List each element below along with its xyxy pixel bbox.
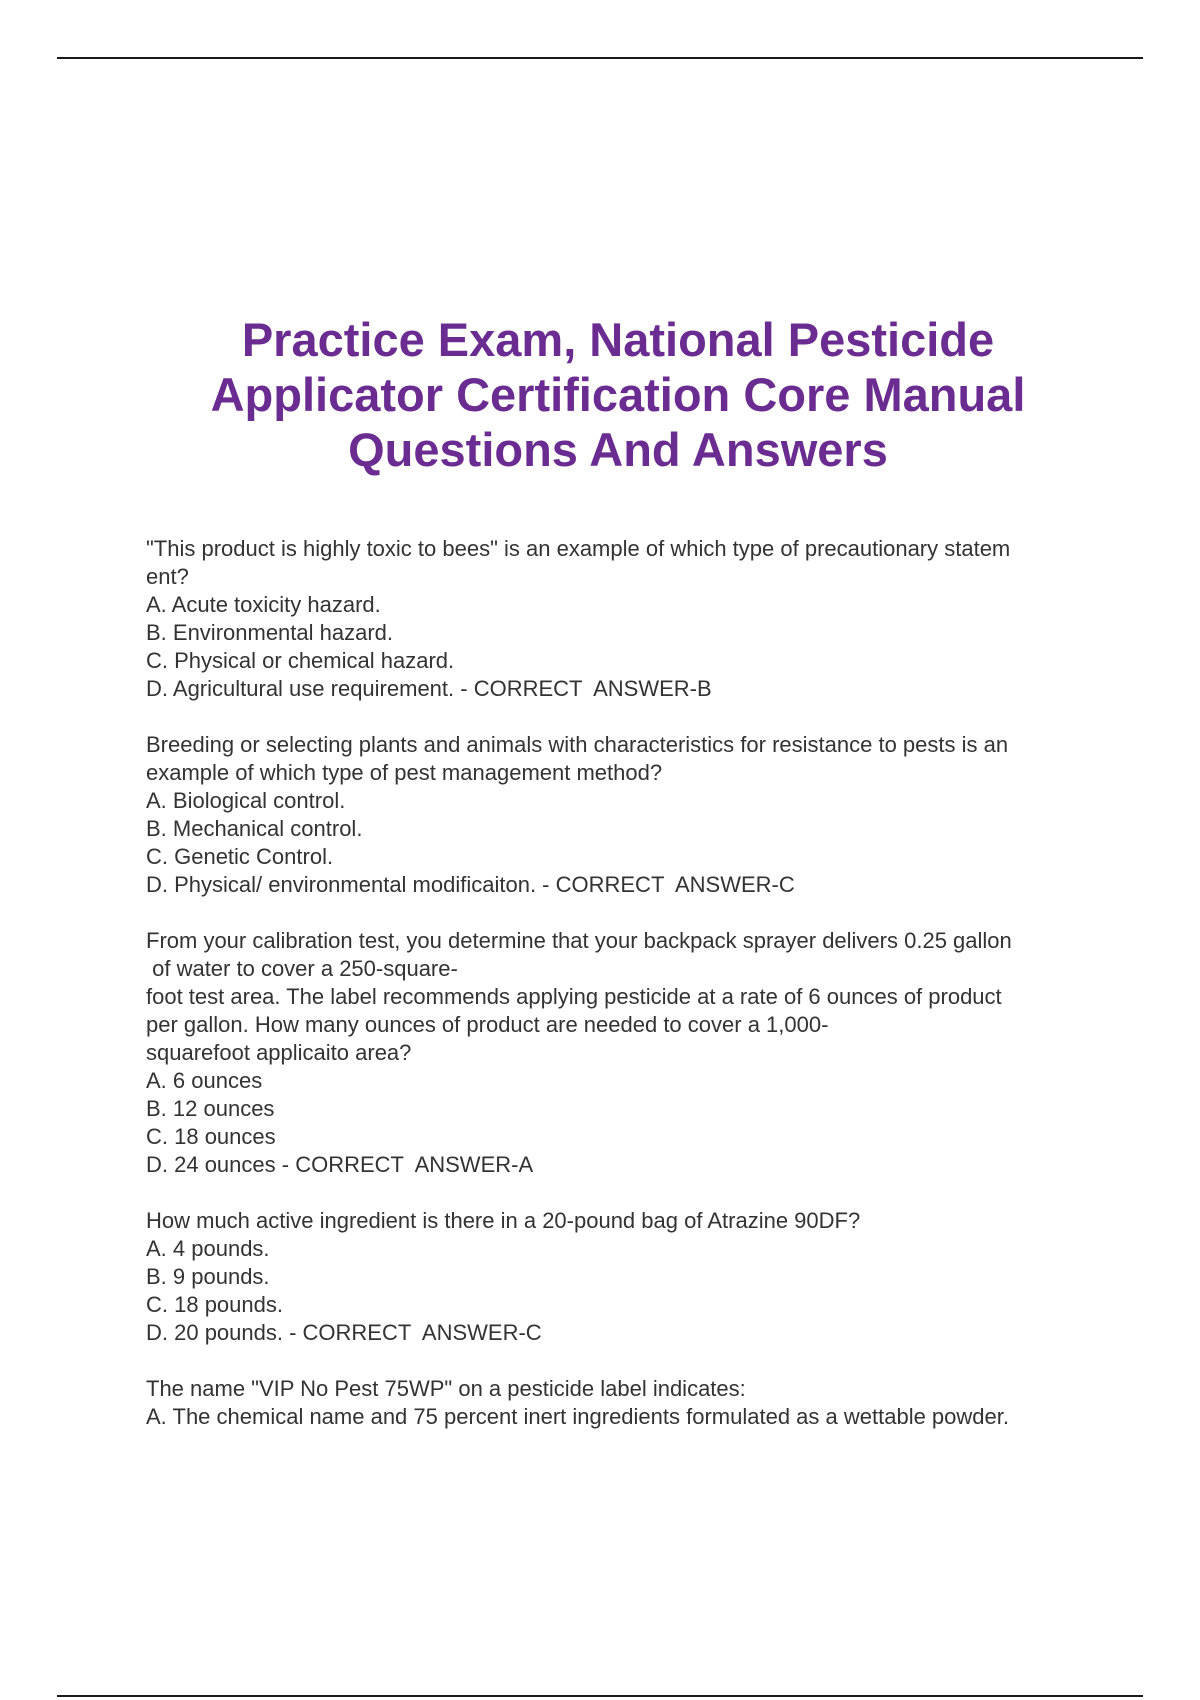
question-line: per gallon. How many ounces of product are needed to cover a 1,000- bbox=[146, 1012, 829, 1037]
question-block bbox=[146, 731, 1096, 899]
answer-option: C. 18 ounces bbox=[146, 1124, 276, 1149]
question-line: squarefoot applicaito area? bbox=[146, 1040, 412, 1065]
question-line: of water to cover a 250-square- bbox=[146, 956, 458, 981]
answer-option: A. Biological control. bbox=[146, 788, 346, 813]
answer-option: C. Genetic Control. bbox=[146, 844, 334, 869]
answer-option: B. 12 ounces bbox=[146, 1096, 275, 1121]
question-block bbox=[146, 927, 1096, 1179]
title-line: Practice Exam, National Pesticide bbox=[241, 313, 995, 366]
question-block bbox=[146, 535, 1096, 703]
question-line: Breeding or selecting plants and animals with characteristics for resistance to pests is an bbox=[146, 732, 1009, 757]
answer-option-with-correct-answer: D. 20 pounds. - CORRECT ANSWER-C bbox=[146, 1320, 542, 1345]
question-list bbox=[146, 535, 1096, 1459]
question-line: ent? bbox=[146, 564, 189, 589]
answer-option: B. Environmental hazard. bbox=[146, 620, 394, 645]
answer-option: A. The chemical name and 75 percent inert ingredients formulated as a wettable powder. bbox=[146, 1404, 1009, 1429]
top-divider bbox=[57, 57, 1143, 59]
question-block bbox=[146, 1207, 1096, 1347]
page-title bbox=[150, 312, 1086, 477]
answer-option: B. 9 pounds. bbox=[146, 1264, 270, 1289]
answer-option-with-correct-answer: D. 24 ounces - CORRECT ANSWER-A bbox=[146, 1152, 534, 1177]
answer-option: B. Mechanical control. bbox=[146, 816, 363, 841]
question-line: The name "VIP No Pest 75WP" on a pesticide label indicates: bbox=[146, 1376, 746, 1401]
answer-option: C. 18 pounds. bbox=[146, 1292, 283, 1317]
question-line: "This product is highly toxic to bees" is an example of which type of precautionary statem bbox=[146, 536, 1011, 561]
question-block bbox=[146, 1375, 1096, 1431]
bottom-divider bbox=[57, 1695, 1143, 1697]
question-line: foot test area. The label recommends applying pesticide at a rate of 6 ounces of product bbox=[146, 984, 1002, 1009]
title-line: Questions And Answers bbox=[348, 423, 888, 476]
question-line: example of which type of pest management method? bbox=[146, 760, 663, 785]
answer-option-with-correct-answer: D. Agricultural use requirement. - CORRECT ANSWER-B bbox=[146, 676, 712, 701]
answer-option: C. Physical or chemical hazard. bbox=[146, 648, 455, 673]
answer-option: A. 4 pounds. bbox=[146, 1236, 270, 1261]
answer-option: A. 6 ounces bbox=[146, 1068, 263, 1093]
answer-option-with-correct-answer: D. Physical/ environmental modificaiton. - CORRECT ANSWER-C bbox=[146, 872, 795, 897]
question-line: From your calibration test, you determine that your backpack sprayer delivers 0.25 gallon bbox=[146, 928, 1012, 953]
title-line: Applicator Certification Core Manual bbox=[210, 368, 1026, 421]
question-line: How much active ingredient is there in a 20-pound bag of Atrazine 90DF? bbox=[146, 1208, 861, 1233]
answer-option: A. Acute toxicity hazard. bbox=[146, 592, 381, 617]
